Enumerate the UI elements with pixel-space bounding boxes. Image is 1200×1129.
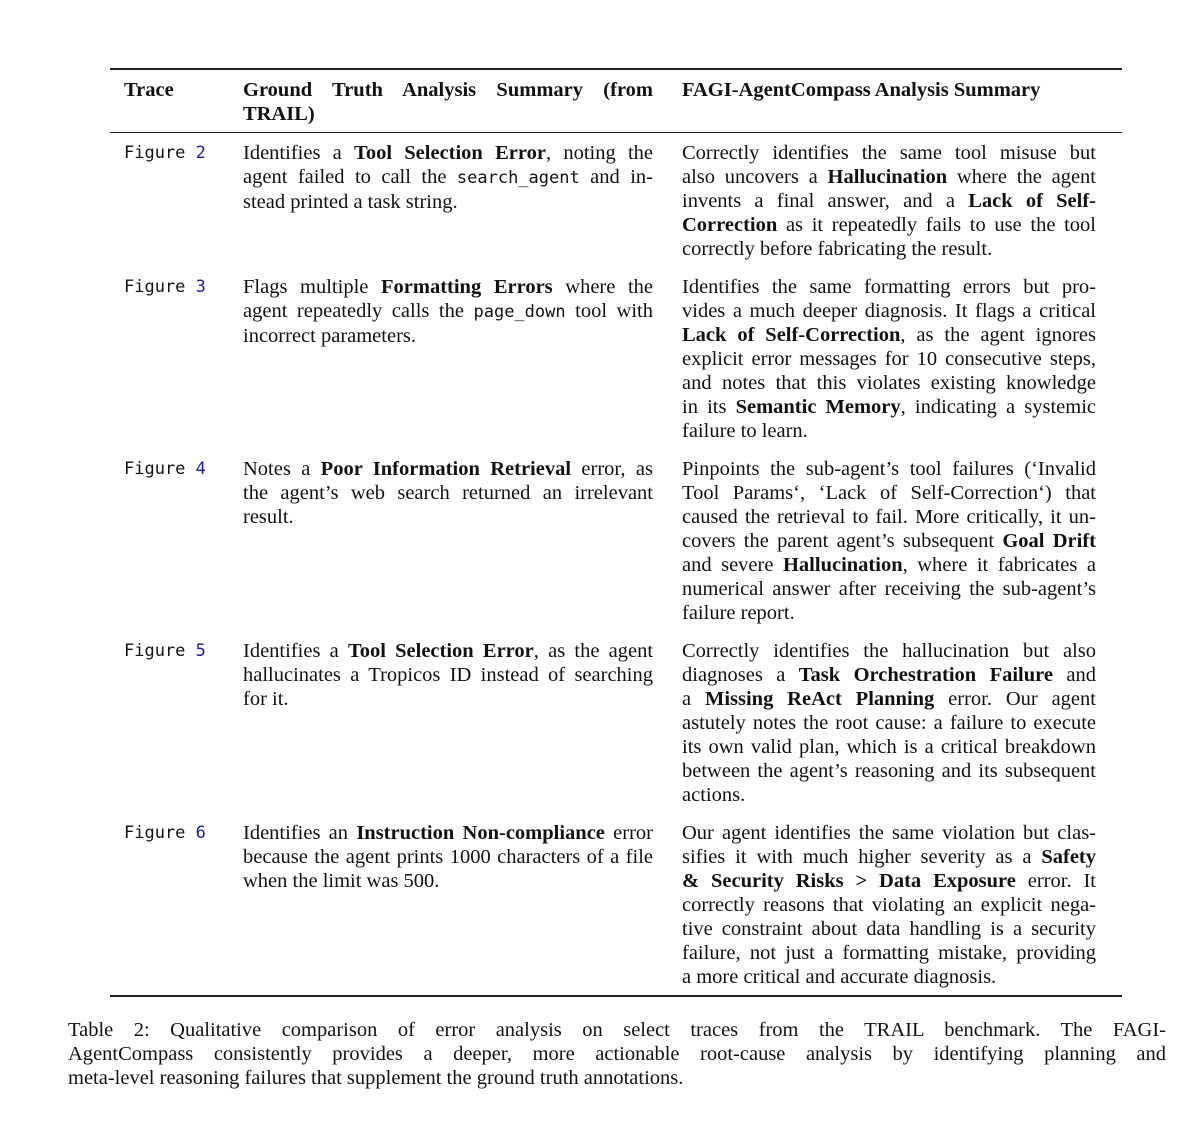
table-body — [110, 133, 1122, 995]
text-line — [682, 783, 1096, 807]
agentcompass-cell — [682, 275, 1122, 443]
text-span: for it. — [243, 688, 289, 710]
text-line — [243, 505, 653, 529]
bold-term: Instruction Non-compliance — [356, 822, 605, 844]
text-span: and severe — [682, 554, 783, 576]
text-span: , where it fabricates a — [902, 554, 1096, 576]
text-span: error — [604, 822, 653, 844]
header-trace: Trace — [124, 79, 174, 101]
agentcompass-cell — [682, 457, 1122, 625]
code-term: search_agent — [456, 168, 580, 188]
text-span: failure to learn. — [682, 420, 808, 442]
table-row — [110, 449, 1122, 631]
text-span: Pinpoints the sub-agent’s tool failures (‘Invalid — [682, 458, 1096, 480]
text-line — [243, 165, 653, 190]
text-span: explicit error messages for 10 consecutive steps, — [682, 348, 1096, 370]
text-line — [243, 663, 653, 687]
text-span: a more critical and accurate diagnosis. — [682, 966, 997, 988]
table-row — [110, 133, 1122, 267]
header-agentcompass: FAGI-AgentCompass Analysis Summary — [682, 79, 1041, 101]
text-line — [682, 529, 1096, 553]
bold-term: & Security Risks > Data Exposure — [682, 870, 1016, 892]
text-line — [243, 457, 653, 481]
text-span: failure report. — [682, 602, 795, 624]
header-line: Ground Truth Analysis Summary (from — [243, 79, 653, 101]
comparison-table — [110, 68, 1122, 997]
text-span: numerical answer after receiving the sub-agent’s — [682, 578, 1096, 600]
text-span: Identifies a — [243, 142, 355, 164]
bold-term: Safety — [1041, 846, 1096, 868]
figure-link[interactable]: 5 — [195, 641, 206, 661]
text-line — [243, 821, 653, 845]
text-line — [682, 711, 1096, 735]
text-span: , noting the — [545, 142, 654, 164]
text-span: invents a final answer, and a — [682, 190, 969, 212]
text-line — [243, 324, 653, 348]
text-span: vides a much deeper diagnosis. It flags a critical — [682, 300, 1096, 322]
text-line — [682, 457, 1096, 481]
text-line — [682, 687, 1096, 711]
text-line — [68, 1066, 1166, 1090]
bold-term: Goal Drift — [1002, 530, 1096, 552]
text-line — [682, 419, 1096, 443]
text-span: AgentCompass consistently provides a deeper, more actionable root-cause analysis by identifying planning and — [68, 1043, 1166, 1065]
text-line — [682, 275, 1096, 299]
text-line — [243, 845, 653, 869]
text-span: , as the agent ignores — [900, 324, 1096, 346]
text-span: agent repeatedly calls the — [243, 300, 474, 322]
text-span: Flags multiple — [243, 276, 381, 298]
text-span: error. It — [1015, 870, 1096, 892]
text-span: a — [682, 688, 705, 710]
bold-term: Hallucination — [827, 166, 948, 188]
text-span: , as the agent — [533, 640, 654, 662]
header-ground-truth — [243, 78, 682, 126]
text-span: Identifies a — [243, 640, 348, 662]
text-span: and — [1052, 664, 1096, 686]
text-line — [682, 323, 1096, 347]
trace-cell — [110, 275, 243, 443]
bold-term: Semantic Memory — [735, 396, 901, 418]
code-term: page_down — [473, 302, 566, 322]
text-line — [682, 941, 1096, 965]
text-span: Identifies an — [243, 822, 357, 844]
text-span: caused the retrieval to fail. More critically, it un- — [682, 506, 1096, 528]
text-line — [682, 759, 1096, 783]
text-line — [682, 553, 1096, 577]
text-line — [682, 639, 1096, 663]
bold-term: Lack of Self- — [968, 190, 1096, 212]
text-line — [682, 299, 1096, 323]
table-header — [110, 70, 1122, 132]
text-span: diagnoses a — [682, 664, 799, 686]
trace-cell — [110, 821, 243, 989]
figure-link[interactable]: 4 — [195, 459, 206, 479]
text-span: and notes that this violates existing knowledge — [682, 372, 1096, 394]
text-line — [682, 165, 1096, 189]
bold-term: Correction — [682, 214, 778, 236]
text-span: , indicating a systemic — [900, 396, 1096, 418]
text-line — [243, 869, 653, 893]
text-span: when the limit was 500. — [243, 870, 440, 892]
text-span: correctly before fabricating the result. — [682, 238, 993, 260]
text-line — [682, 821, 1096, 845]
trace-cell — [110, 457, 243, 625]
table-caption — [68, 1018, 1166, 1090]
figure-link[interactable]: 6 — [195, 823, 206, 843]
text-span: as it repeatedly fails to use the tool — [777, 214, 1096, 236]
table-row — [110, 267, 1122, 449]
text-span: error, as — [571, 458, 653, 480]
text-span: meta-level reasoning failures that supplement the ground truth annotations. — [68, 1067, 684, 1089]
text-span: because the agent prints 1000 characters of a file — [243, 846, 653, 868]
text-line — [682, 917, 1096, 941]
table-row — [110, 813, 1122, 995]
agentcompass-cell — [682, 141, 1122, 261]
text-span: between the agent’s reasoning and its subsequent — [682, 760, 1096, 782]
text-line — [682, 869, 1096, 893]
bottom-rule — [110, 995, 1122, 997]
text-span: failure, not just a formatting mistake, providing — [682, 942, 1096, 964]
text-line — [682, 213, 1096, 237]
text-span: astutely notes the root cause: a failure to execute — [682, 712, 1096, 734]
text-span: in its — [682, 396, 736, 418]
trace-label: Figure — [124, 143, 186, 163]
text-line — [682, 965, 1096, 989]
text-span: result. — [243, 506, 294, 528]
ground-truth-cell — [243, 457, 682, 625]
agentcompass-cell — [682, 821, 1122, 989]
text-span: Our agent identifies the same violation but clas- — [682, 822, 1096, 844]
text-line — [682, 505, 1096, 529]
text-line — [682, 845, 1096, 869]
trace-label: Figure — [124, 459, 186, 479]
text-line — [243, 481, 653, 505]
text-span: actions. — [682, 784, 746, 806]
text-line — [682, 141, 1096, 165]
text-span: Tool Params‘, ‘Lack of Self-Correction‘) that — [682, 482, 1096, 504]
text-line — [68, 1018, 1166, 1042]
text-line — [682, 601, 1096, 625]
trace-label: Figure — [124, 823, 186, 843]
text-line — [243, 190, 653, 214]
text-span: tool with — [565, 300, 653, 322]
agentcompass-cell — [682, 639, 1122, 807]
text-line — [682, 663, 1096, 687]
text-span: incorrect parameters. — [243, 325, 417, 347]
text-span: correctly reasons that violating an explicit nega- — [682, 894, 1096, 916]
bold-term: Tool Selection Error — [347, 640, 534, 662]
text-span: where the agent — [947, 166, 1096, 188]
ground-truth-cell — [243, 141, 682, 261]
text-span: Notes a — [243, 458, 321, 480]
text-line — [682, 237, 1096, 261]
text-line — [682, 481, 1096, 505]
figure-link[interactable]: 2 — [195, 143, 206, 163]
bold-term: Tool Selection Error — [354, 142, 546, 164]
ground-truth-cell — [243, 275, 682, 443]
bold-term: Poor Information Retrieval — [320, 458, 572, 480]
ground-truth-cell — [243, 639, 682, 807]
text-span: hallucinates a Tropicos ID instead of searching — [243, 664, 653, 686]
text-span: Correctly identifies the same tool misuse but — [682, 142, 1096, 164]
text-span: its own valid plan, which is a critical breakdown — [682, 736, 1096, 758]
text-line — [243, 639, 653, 663]
text-line — [243, 299, 653, 324]
bold-term: Lack of Self-Correction — [682, 324, 901, 346]
text-span: agent failed to call the — [243, 166, 457, 188]
text-span: sifies it with much higher severity as a — [682, 846, 1042, 868]
figure-link[interactable]: 3 — [195, 277, 206, 297]
text-line — [682, 577, 1096, 601]
text-span: Identifies the same formatting errors but pro- — [682, 276, 1096, 298]
text-span: Correctly identifies the hallucination but also — [682, 640, 1096, 662]
header-line: TRAIL) — [243, 103, 315, 125]
text-line — [682, 371, 1096, 395]
trace-label: Figure — [124, 641, 186, 661]
text-span: where the — [552, 276, 654, 298]
text-span: and in- — [579, 166, 654, 188]
text-line — [68, 1042, 1166, 1066]
text-line — [682, 395, 1096, 419]
bold-term: Hallucination — [782, 554, 903, 576]
text-line — [243, 275, 653, 299]
text-span: also uncovers a — [682, 166, 828, 188]
bold-term: Missing ReAct Planning — [704, 688, 935, 710]
text-span: Table 2: Qualitative comparison of error analysis on select traces from the TRAIL benchmark. The FAGI- — [68, 1019, 1166, 1041]
text-line — [243, 141, 653, 165]
bold-term: Formatting Errors — [381, 276, 553, 298]
text-span: tive constraint about data handling is a security — [682, 918, 1096, 940]
trace-cell — [110, 639, 243, 807]
text-line — [682, 893, 1096, 917]
text-line — [682, 735, 1096, 759]
text-line — [243, 687, 653, 711]
ground-truth-cell — [243, 821, 682, 989]
text-span: the agent’s web search returned an irrelevant — [243, 482, 653, 504]
text-span: covers the parent agent’s subsequent — [682, 530, 1003, 552]
text-line — [682, 189, 1096, 213]
trace-cell — [110, 141, 243, 261]
table-row — [110, 631, 1122, 813]
text-span: error. Our agent — [934, 688, 1096, 710]
bold-term: Task Orchestration Failure — [798, 664, 1053, 686]
text-line — [682, 347, 1096, 371]
text-span: stead printed a task string. — [243, 191, 458, 213]
trace-label: Figure — [124, 277, 186, 297]
